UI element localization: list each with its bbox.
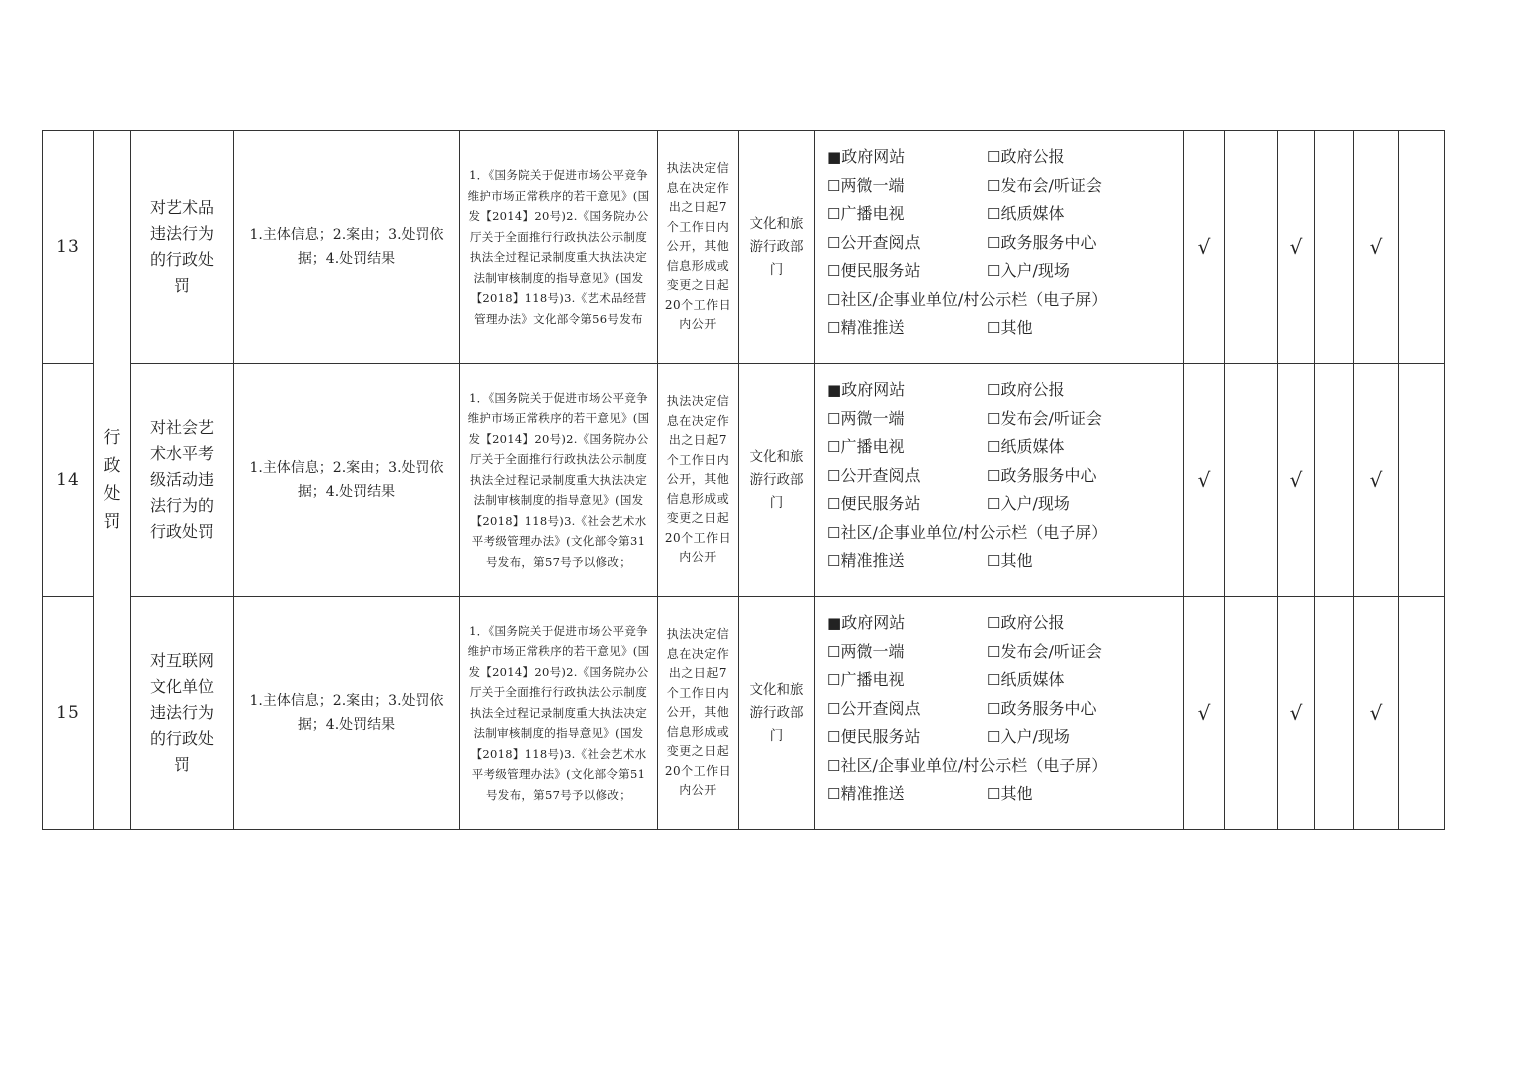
disclosure-channels [815,364,1184,597]
check-mark: √ [1354,131,1399,364]
channel-label: 其他 [1000,318,1033,337]
checkbox: ☐ [987,148,1001,166]
channel-label: 纸质媒体 [1000,670,1065,689]
row-number: 14 [43,364,94,597]
channel-label: 发布会/听证会 [1000,175,1102,195]
disclosure-content: 1.主体信息；2.案由；3.处罚依据；4.处罚结果 [234,597,460,830]
checkbox: ☐ [987,233,1001,252]
checkbox: ☐ [987,785,1001,803]
channel-label: 两微一端 [840,408,905,428]
channel-label: 公开查阅点 [840,232,921,252]
channel-label: 公开查阅点 [840,698,921,718]
channel-label: 广播电视 [840,670,905,689]
disclosure-time-limit: 执法决定信息在决定作出之日起7个工作日内公开，其他信息形成或变更之日起20个工作日内公开 [658,131,739,364]
channel-label: 广播电视 [840,437,905,456]
checkbox: ☐ [987,614,1001,632]
table-row [43,597,1445,830]
channel-label: 纸质媒体 [1000,437,1065,456]
channel-label: 纸质媒体 [1000,204,1065,223]
checkbox: ☐ [827,756,841,775]
legal-basis: 1．《国务院关于促进市场公平竞争维护市场正常秩序的若干意见》(国发【2014】20号)2.《国务院办公厅关于全面推行行政执法公示制度执法全过程记录制度重大执法决定法制审核制度的指导意见》(国发【2018】118号)3.《社会艺术水平考级管理办法》(文化部令第51号发布，第57号予以修改； [460,597,658,830]
checkbox: ☐ [827,728,841,746]
channel-label: 社区/企事业单位/村公示栏（电子屏） [840,755,1108,775]
row-number: 15 [43,597,94,830]
checkbox: ☐ [987,438,1001,456]
channel-label: 入户/现场 [1000,727,1070,746]
check-mark [1315,364,1354,597]
checkbox: ☐ [827,176,841,195]
check-mark [1225,131,1278,364]
channel-label: 两微一端 [840,175,905,195]
disclosure-table [42,130,1445,830]
table-row [43,364,1445,597]
checkbox: ☐ [827,552,841,570]
responsible-department: 文化和旅游行政部门 [739,364,815,597]
disclosure-channels [815,131,1184,364]
channel-label: 精准推送 [840,784,905,803]
checkbox: ☐ [827,642,841,661]
channel-label: 政府公报 [1000,147,1065,166]
checkbox: ☐ [987,552,1001,570]
checkbox-filled: ■ [827,614,842,632]
checkbox: ☐ [987,262,1001,280]
checkbox: ☐ [827,699,841,718]
checkbox: ☐ [987,699,1001,718]
checkbox: ☐ [827,290,841,309]
checkbox-filled: ■ [827,148,842,166]
legal-basis: 1．《国务院关于促进市场公平竞争维护市场正常秩序的若干意见》(国发【2014】20号)2.《国务院办公厅关于全面推行行政执法公示制度执法全过程记录制度重大执法决定法制审核制度的指导意见》(国发【2018】118号)3.《艺术品经营管理办法》文化部令第56号发布 [460,131,658,364]
channel-label: 其他 [1000,551,1033,570]
checkbox: ☐ [987,495,1001,513]
check-mark: √ [1354,364,1399,597]
category-char: 政 [103,456,121,476]
channel-label: 社区/企事业单位/村公示栏（电子屏） [840,289,1108,309]
check-mark: √ [1278,131,1315,364]
channel-label: 政府公报 [1000,380,1065,399]
channel-label: 便民服务站 [840,494,921,513]
check-mark: √ [1184,597,1225,830]
channel-label: 入户/现场 [1000,494,1070,513]
check-mark [1315,597,1354,830]
channel-label: 入户/现场 [1000,261,1070,280]
check-mark [1399,597,1445,830]
channel-label: 政务服务中心 [1000,465,1097,485]
check-mark [1315,131,1354,364]
checkbox: ☐ [987,728,1001,746]
channel-label: 政务服务中心 [1000,698,1097,718]
check-mark [1225,364,1278,597]
checkbox: ☐ [827,785,841,803]
check-mark: √ [1354,597,1399,830]
checkbox: ☐ [987,642,1001,661]
channel-label: 发布会/听证会 [1000,641,1102,661]
category-cell [94,131,131,830]
disclosure-content: 1.主体信息；2.案由；3.处罚依据；4.处罚结果 [234,131,460,364]
channel-label: 两微一端 [840,641,905,661]
table-row [43,131,1445,364]
checkbox: ☐ [987,671,1001,689]
category-char: 行 [103,428,121,448]
checkbox: ☐ [987,466,1001,485]
check-mark: √ [1184,131,1225,364]
responsible-department: 文化和旅游行政部门 [739,597,815,830]
disclosure-time-limit: 执法决定信息在决定作出之日起7个工作日内公开，其他信息形成或变更之日起20个工作日内公开 [658,597,739,830]
channel-label: 精准推送 [840,551,905,570]
checkbox: ☐ [827,466,841,485]
checkbox: ☐ [827,523,841,542]
checkbox: ☐ [827,233,841,252]
checkbox: ☐ [827,495,841,513]
channel-label: 便民服务站 [840,727,921,746]
checkbox: ☐ [827,319,841,337]
checkbox: ☐ [987,409,1001,428]
channel-label: 便民服务站 [840,261,921,280]
check-mark [1399,364,1445,597]
checkbox: ☐ [987,205,1001,223]
channel-label: 政府公报 [1000,613,1065,632]
channel-label: 政务服务中心 [1000,232,1097,252]
legal-basis: 1．《国务院关于促进市场公平竞争维护市场正常秩序的若干意见》(国发【2014】20号)2.《国务院办公厅关于全面推行行政执法公示制度执法全过程记录制度重大执法决定法制审核制度的指导意见》(国发【2018】118号)3.《社会艺术水平考级管理办法》(文化部令第31号发布，第57号予以修改； [460,364,658,597]
item-name: 对互联网文化单位违法行为的行政处罚 [131,597,234,830]
channel-label: 公开查阅点 [840,465,921,485]
check-mark [1399,131,1445,364]
row-number: 13 [43,131,94,364]
disclosure-time-limit: 执法决定信息在决定作出之日起7个工作日内公开，其他信息形成或变更之日起20个工作日内公开 [658,364,739,597]
channel-label: 精准推送 [840,318,905,337]
channel-label: 政府网站 [841,380,906,399]
item-name: 对社会艺术水平考级活动违法行为的行政处罚 [131,364,234,597]
checkbox: ☐ [827,409,841,428]
category-char: 罚 [103,512,121,532]
channel-label: 社区/企事业单位/村公示栏（电子屏） [840,522,1108,542]
checkbox: ☐ [827,671,841,689]
checkbox-filled: ■ [827,381,842,399]
channel-label: 发布会/听证会 [1000,408,1102,428]
checkbox: ☐ [827,438,841,456]
checkbox: ☐ [827,205,841,223]
check-mark: √ [1278,597,1315,830]
disclosure-channels [815,597,1184,830]
check-mark: √ [1184,364,1225,597]
checkbox: ☐ [987,381,1001,399]
disclosure-content: 1.主体信息；2.案由；3.处罚依据；4.处罚结果 [234,364,460,597]
checkbox: ☐ [987,176,1001,195]
channel-label: 其他 [1000,784,1033,803]
category-char: 处 [103,484,121,504]
checkbox: ☐ [987,319,1001,337]
item-name: 对艺术品违法行为的行政处罚 [131,131,234,364]
channel-label: 广播电视 [840,204,905,223]
check-mark [1225,597,1278,830]
check-mark: √ [1278,364,1315,597]
channel-label: 政府网站 [841,147,906,166]
channel-label: 政府网站 [841,613,906,632]
checkbox: ☐ [827,262,841,280]
responsible-department: 文化和旅游行政部门 [739,131,815,364]
